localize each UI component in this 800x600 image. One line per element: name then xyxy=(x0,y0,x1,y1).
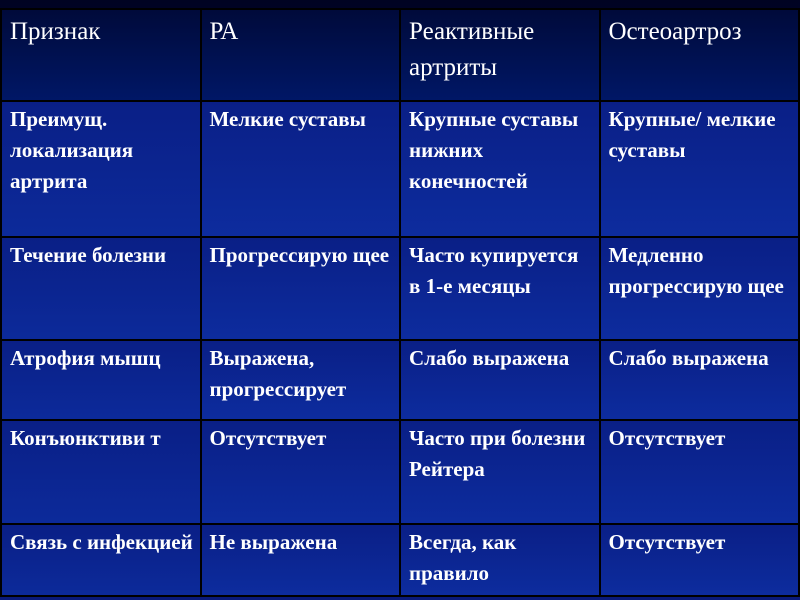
comparison-table xyxy=(0,8,800,597)
table-row xyxy=(1,101,799,237)
table-row xyxy=(1,340,799,420)
header-cell-osteoarthrosis: Остеоартроз xyxy=(600,9,800,101)
row-label-infection-link: Связь с инфекцией xyxy=(1,524,201,596)
table-cell: Часто купируется в 1-е месяцы xyxy=(400,237,600,340)
table-cell: Часто при болезни Рейтера xyxy=(400,420,600,524)
header-cell-ra: РА xyxy=(201,9,401,101)
table-cell: Слабо выражена xyxy=(400,340,600,420)
row-label-muscle-atrophy: Атрофия мышц xyxy=(1,340,201,420)
row-label-course: Течение болезни xyxy=(1,237,201,340)
table-cell: Мелкие суставы xyxy=(201,101,401,237)
table-cell: Слабо выражена xyxy=(600,340,800,420)
table-cell: Выражена, прогрессирует xyxy=(201,340,401,420)
table-cell: Отсутствует xyxy=(201,420,401,524)
table-cell: Крупные/ мелкие суставы xyxy=(600,101,800,237)
table-row xyxy=(1,237,799,340)
table-row xyxy=(1,420,799,524)
table-cell: Отсутствует xyxy=(600,420,800,524)
row-label-conjunctivitis: Конъюнктиви т xyxy=(1,420,201,524)
table-cell: Крупные суставы нижних конечностей xyxy=(400,101,600,237)
table-cell: Медленно прогрессирую щее xyxy=(600,237,800,340)
header-cell-reactive-arthritis: Реактивные артриты xyxy=(400,9,600,101)
table-cell: Прогрессирую щее xyxy=(201,237,401,340)
table-cell: Не выражена xyxy=(201,524,401,596)
table-header-row xyxy=(1,9,799,101)
header-cell-sign: Признак xyxy=(1,9,201,101)
table-cell: Отсутствует xyxy=(600,524,800,596)
row-label-localization: Преимущ. локализация артрита xyxy=(1,101,201,237)
table-row xyxy=(1,524,799,596)
table-cell: Всегда, как правило xyxy=(400,524,600,596)
